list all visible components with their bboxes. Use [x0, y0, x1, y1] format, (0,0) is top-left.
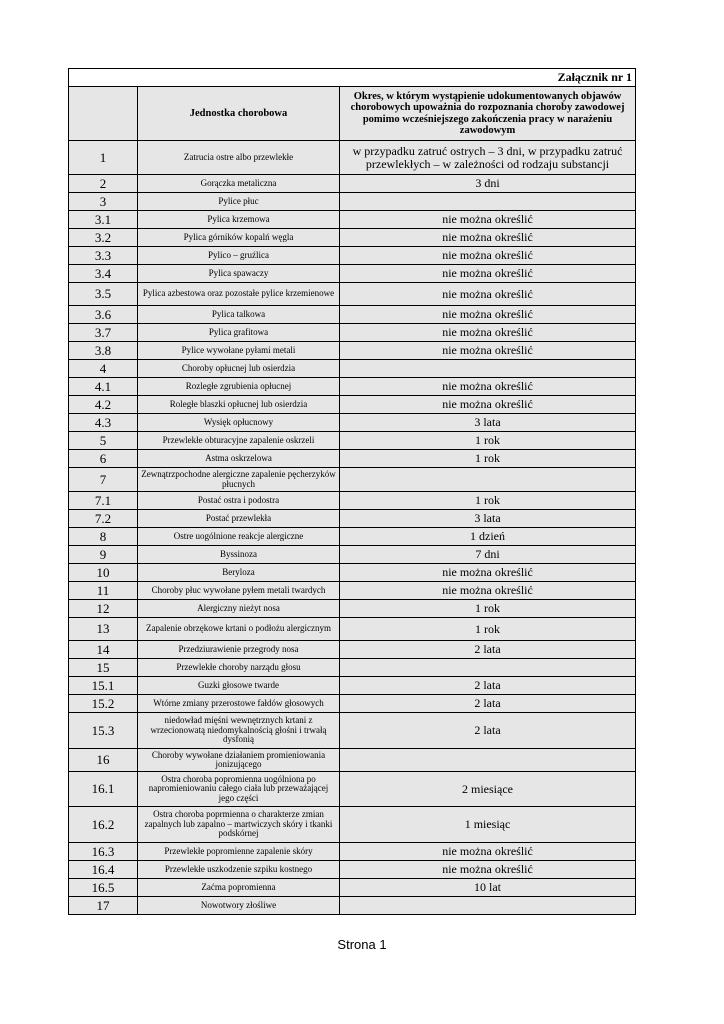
row-period: nie można określić: [340, 564, 636, 582]
table-row: [69, 807, 636, 843]
row-period: nie można określić: [340, 306, 636, 324]
table-row: [69, 283, 636, 306]
row-disease-name: Pylice płuc: [138, 193, 340, 211]
row-disease-name: Przewlekłe choroby narządu głosu: [138, 659, 340, 677]
row-disease-name: Wtórne zmiany przerostowe fałdów głosowych: [138, 695, 340, 713]
row-number: 15.3: [69, 713, 138, 749]
table-row: [69, 713, 636, 749]
table-row: [69, 193, 636, 211]
row-disease-name: Pylica azbestowa oraz pozostałe pylice krzemienowe: [138, 283, 340, 306]
row-number: 7.2: [69, 510, 138, 528]
table-row: [69, 468, 636, 492]
row-number: 12: [69, 600, 138, 618]
table-row: [69, 546, 636, 564]
row-period: 1 miesiąc: [340, 807, 636, 843]
row-period: nie można określić: [340, 247, 636, 265]
table-row: [69, 450, 636, 468]
row-period: nie można określić: [340, 229, 636, 247]
row-disease-name: Przedziurawienie przegrody nosa: [138, 641, 340, 659]
row-number: 15.1: [69, 677, 138, 695]
row-period: [340, 659, 636, 677]
row-number: 5: [69, 432, 138, 450]
row-number: 3: [69, 193, 138, 211]
row-number: 7.1: [69, 492, 138, 510]
row-number: 16.1: [69, 772, 138, 807]
row-number: 4.1: [69, 378, 138, 396]
row-number: 16.4: [69, 861, 138, 879]
row-number: 3.2: [69, 229, 138, 247]
table-row: [69, 306, 636, 324]
row-number: 8: [69, 528, 138, 546]
table-row: [69, 360, 636, 378]
row-disease-name: Byssinoza: [138, 546, 340, 564]
table-row: [69, 564, 636, 582]
row-period: [340, 749, 636, 772]
table-row: [69, 342, 636, 360]
table-row: [69, 510, 636, 528]
row-disease-name: Pylice wywołane pyłami metali: [138, 342, 340, 360]
row-number: 3.6: [69, 306, 138, 324]
row-number: 11: [69, 582, 138, 600]
table-row: [69, 141, 636, 175]
row-disease-name: Ostra choroba popromienna uogólniona po napromieniowaniu całego ciała lub przeważającej jego części: [138, 772, 340, 807]
row-period: nie można określić: [340, 378, 636, 396]
row-period: [340, 897, 636, 915]
row-period: 3 lata: [340, 510, 636, 528]
header-number: [69, 87, 138, 141]
row-period: 10 lat: [340, 879, 636, 897]
row-period: 3 lata: [340, 414, 636, 432]
row-period: nie można określić: [340, 324, 636, 342]
row-period: 1 rok: [340, 450, 636, 468]
row-number: 1: [69, 141, 138, 175]
row-period: 2 lata: [340, 713, 636, 749]
row-disease-name: Pylica górników kopalń węgla: [138, 229, 340, 247]
row-number: 14: [69, 641, 138, 659]
header-period: Okres, w którym wystąpienie udokumentowanych objawów chorobowych upoważnia do rozpoznania choroby zawodowej pomimo wcześniejszego zakończenia pracy w narażeniu zawodowym: [340, 87, 636, 141]
table-row: [69, 324, 636, 342]
row-period: [340, 468, 636, 492]
table-row: [69, 641, 636, 659]
row-period: nie można określić: [340, 843, 636, 861]
disease-table: [68, 68, 636, 915]
row-period: 2 lata: [340, 641, 636, 659]
row-period: nie można określić: [340, 283, 636, 306]
row-disease-name: Przewlekłe popromienne zapalenie skóry: [138, 843, 340, 861]
row-number: 10: [69, 564, 138, 582]
row-disease-name: Choroby wywołane działaniem promieniowania jonizującego: [138, 749, 340, 772]
table-row: [69, 749, 636, 772]
table-row: [69, 265, 636, 283]
row-disease-name: Przewlekłe uszkodzenie szpiku kostnego: [138, 861, 340, 879]
row-period: 1 rok: [340, 618, 636, 641]
table-row: [69, 414, 636, 432]
row-period: 7 dni: [340, 546, 636, 564]
row-number: 4.3: [69, 414, 138, 432]
table-row: [69, 843, 636, 861]
row-disease-name: Astma oskrzelowa: [138, 450, 340, 468]
table-row: [69, 175, 636, 193]
table-header: [69, 87, 636, 141]
table-row: [69, 396, 636, 414]
row-number: 13: [69, 618, 138, 641]
row-number: 16.3: [69, 843, 138, 861]
row-disease-name: Postać ostra i podostra: [138, 492, 340, 510]
row-period: 2 miesiące: [340, 772, 636, 807]
table-row: [69, 695, 636, 713]
row-number: 17: [69, 897, 138, 915]
row-number: 3.3: [69, 247, 138, 265]
table-row: [69, 879, 636, 897]
table-row: [69, 600, 636, 618]
table-row: [69, 659, 636, 677]
page-footer: Strona 1: [337, 937, 387, 952]
row-disease-name: Nowotwory złośliwe: [138, 897, 340, 915]
row-period: 1 rok: [340, 432, 636, 450]
row-disease-name: Beryloza: [138, 564, 340, 582]
row-period: 1 rok: [340, 492, 636, 510]
table-row: [69, 677, 636, 695]
row-disease-name: Ostre uogólnione reakcje alergiczne: [138, 528, 340, 546]
row-disease-name: Zaćma popromienna: [138, 879, 340, 897]
row-disease-name: Alergiczny nieżyt nosa: [138, 600, 340, 618]
row-period: nie można określić: [340, 211, 636, 229]
row-number: 4: [69, 360, 138, 378]
table-row: [69, 247, 636, 265]
table-row: [69, 861, 636, 879]
table-row: [69, 378, 636, 396]
row-disease-name: Gorączka metaliczna: [138, 175, 340, 193]
row-disease-name: Ostra choroba poprmienna o charakterze zmian zapalnych lub zapalno – martwiczych skóry i tkanki podskórnej: [138, 807, 340, 843]
row-period: 2 lata: [340, 677, 636, 695]
row-disease-name: Guzki głosowe twarde: [138, 677, 340, 695]
row-period: 3 dni: [340, 175, 636, 193]
table-row: [69, 432, 636, 450]
row-disease-name: Pylica talkowa: [138, 306, 340, 324]
row-disease-name: Postać przewlekła: [138, 510, 340, 528]
row-period: 2 lata: [340, 695, 636, 713]
row-period: [340, 193, 636, 211]
row-disease-name: niedowład mięśni wewnętrznych krtani z wrzecionowatą niedomykalnością głośni i trwałą dysfonią: [138, 713, 340, 749]
row-period: nie można określić: [340, 396, 636, 414]
row-disease-name: Choroby płuc wywołane pyłem metali twardych: [138, 582, 340, 600]
header-unit: Jednostka chorobowa: [138, 87, 340, 141]
row-number: 15: [69, 659, 138, 677]
table-row: [69, 528, 636, 546]
row-number: 3.4: [69, 265, 138, 283]
row-number: 16.2: [69, 807, 138, 843]
row-number: 4.2: [69, 396, 138, 414]
table-row: [69, 772, 636, 807]
table-row: [69, 582, 636, 600]
row-period: 1 dzień: [340, 528, 636, 546]
row-number: 16: [69, 749, 138, 772]
table-row: [69, 211, 636, 229]
row-disease-name: Choroby opłucnej lub osierdzia: [138, 360, 340, 378]
row-period: nie można określić: [340, 861, 636, 879]
row-number: 7: [69, 468, 138, 492]
row-period: w przypadku zatruć ostrych – 3 dni, w przypadku zatruć przewlekłych – w zależności od rodzaju substancji: [340, 141, 636, 175]
row-number: 16.5: [69, 879, 138, 897]
row-period: nie można określić: [340, 582, 636, 600]
row-number: 9: [69, 546, 138, 564]
row-disease-name: Zatrucia ostre albo przewlekłe: [138, 141, 340, 175]
row-number: 3.1: [69, 211, 138, 229]
row-disease-name: Wysięk opłucnowy: [138, 414, 340, 432]
row-disease-name: Zapalenie obrzękowe krtani o podłożu alergicznym: [138, 618, 340, 641]
table-row: [69, 618, 636, 641]
row-disease-name: Pylica spawaczy: [138, 265, 340, 283]
table-row: [69, 492, 636, 510]
row-number: 15.2: [69, 695, 138, 713]
row-disease-name: Zewnątrzpochodne alergiczne zapalenie pęcherzyków płucnych: [138, 468, 340, 492]
row-disease-name: Przewlekłe obturacyjne zapalenie oskrzeli: [138, 432, 340, 450]
row-period: nie można określić: [340, 342, 636, 360]
table-row: [69, 229, 636, 247]
annex-label: Załącznik nr 1: [69, 69, 636, 87]
row-number: 3.8: [69, 342, 138, 360]
row-disease-name: Roległe blaszki opłucnej lub osierdzia: [138, 396, 340, 414]
row-disease-name: Pylica krzemowa: [138, 211, 340, 229]
row-period: 1 rok: [340, 600, 636, 618]
row-number: 6: [69, 450, 138, 468]
table-row: [69, 897, 636, 915]
row-disease-name: Rozległe zgrubienia opłucnej: [138, 378, 340, 396]
row-number: 2: [69, 175, 138, 193]
row-disease-name: Pylico – gruźlica: [138, 247, 340, 265]
row-disease-name: Pylica grafitowa: [138, 324, 340, 342]
row-number: 3.7: [69, 324, 138, 342]
row-period: [340, 360, 636, 378]
row-period: nie można określić: [340, 265, 636, 283]
row-number: 3.5: [69, 283, 138, 306]
